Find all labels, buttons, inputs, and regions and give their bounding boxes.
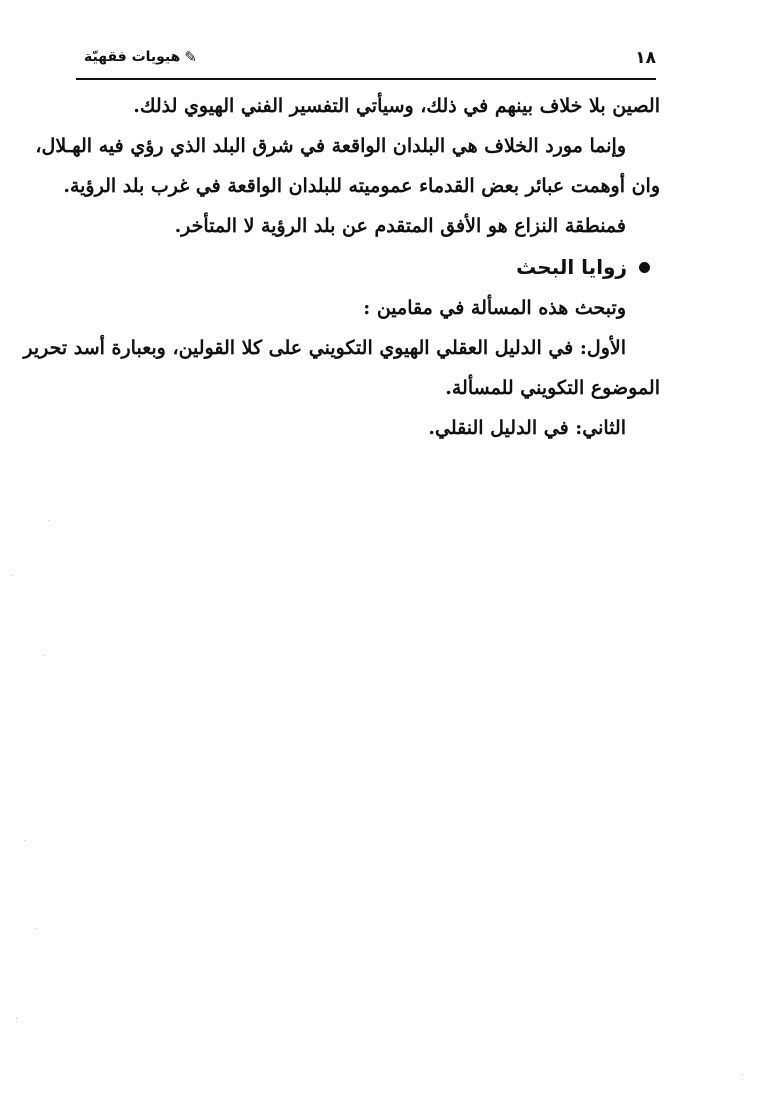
second-point-text: في الدليل النقلي. — [428, 417, 576, 439]
paragraph-line: وان أوهمت عبائر بعض القدماء عموميته للبلدان الواقعة في غرب بلد الرؤية. — [63, 175, 660, 197]
scan-speck — [48, 520, 49, 521]
bullet-icon — [639, 262, 650, 273]
continuation-line: الصين بلا خلاف بينهم في ذلك، وسيأتي التفسير الفني الهيوي لذلك. — [133, 95, 660, 117]
page-number: ١٨ — [635, 48, 656, 68]
first-point-line — [23, 328, 660, 368]
scan-speck — [12, 575, 13, 576]
scan-speck — [24, 840, 25, 841]
scan-speck — [742, 1074, 743, 1075]
body-text — [23, 86, 660, 448]
header-rule — [76, 78, 656, 80]
quill-icon: ✎ — [184, 48, 197, 66]
first-point-label: الأول: — [579, 337, 626, 359]
scan-speck — [44, 655, 45, 656]
page-header — [76, 46, 656, 76]
section-heading-text: زوايا البحث — [516, 255, 627, 279]
second-point-line — [70, 408, 660, 448]
running-title — [84, 48, 197, 66]
scan-speck — [16, 1018, 17, 1019]
running-title-text: هيويات فقهيّة — [84, 49, 181, 65]
first-point-continuation: الموضوع التكويني للمسألة. — [445, 377, 660, 399]
first-point-text: في الدليل العقلي الهيوي التكويني على كلا القولين، وبعبارة أسد تحرير — [23, 337, 580, 359]
section-heading — [70, 246, 660, 288]
second-point-label: الثاني: — [575, 417, 626, 439]
paragraph-line: وإنما مورد الخلاف هي البلدان الواقعة في شرق البلد الذي رؤي فيه الهـلال، — [35, 135, 626, 157]
intro-line: وتبحث هذه المسألة في مقامين : — [363, 297, 626, 319]
paragraph-line: فمنطقة النزاع هو الأفق المتقدم عن بلد الرؤية لا المتأخر. — [174, 215, 626, 237]
scan-speck — [36, 928, 37, 929]
